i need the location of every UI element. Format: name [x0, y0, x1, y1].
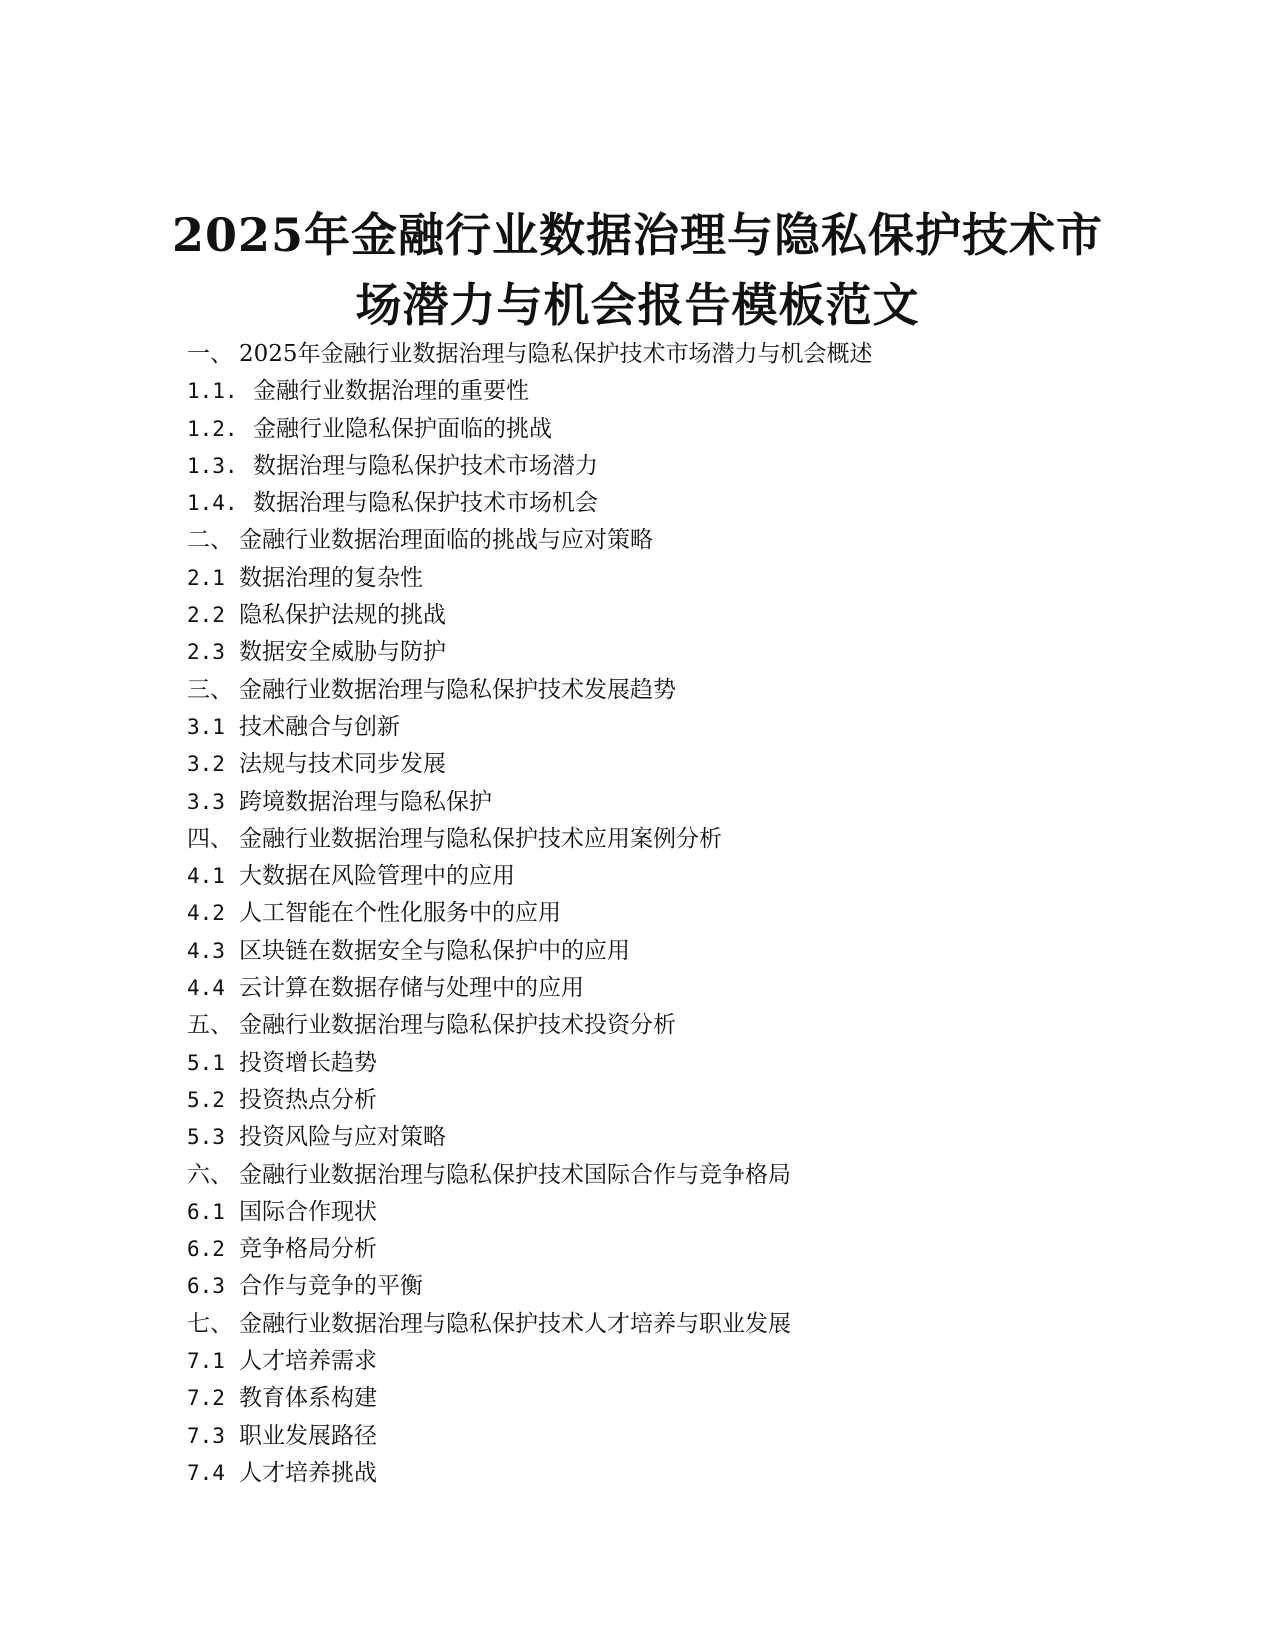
toc-entry-number: 6.1 — [187, 1199, 225, 1224]
toc-entry-text: 金融行业数据治理与隐私保护技术人才培养与职业发展 — [239, 1310, 791, 1337]
toc-entry-text: 金融行业数据治理与隐私保护技术应用案例分析 — [239, 825, 722, 852]
toc-section-entry — [187, 933, 1147, 970]
toc-entry-text: 大数据在风险管理中的应用 — [239, 863, 515, 890]
toc-entry-number: 3.2 — [187, 752, 225, 777]
toc-entry-text: 区块链在数据安全与隐私保护中的应用 — [239, 937, 630, 964]
toc-entry-text: 数据治理与隐私保护技术市场机会 — [253, 490, 598, 517]
toc-entry-number: 四、 — [187, 825, 233, 852]
toc-entry-text: 职业发展路径 — [239, 1422, 377, 1449]
toc-entry-text: 金融行业隐私保护面临的挑战 — [253, 415, 552, 442]
toc-section-entry — [187, 634, 1147, 671]
toc-entry-number: 六、 — [187, 1161, 233, 1188]
toc-entry-text: 投资风险与应对策略 — [239, 1124, 446, 1151]
toc-entry-text: 国际合作现状 — [239, 1198, 377, 1225]
table-of-contents — [187, 336, 1147, 1492]
toc-entry-text: 人才培养需求 — [239, 1348, 377, 1375]
toc-entry-number: 3.1 — [187, 714, 225, 739]
toc-section-entry — [187, 1119, 1147, 1156]
toc-entry-number: 1.2. — [187, 416, 238, 441]
toc-entry-number: 2.3 — [187, 640, 225, 665]
toc-entry-number: 2.2 — [187, 603, 225, 628]
toc-section-entry — [187, 1231, 1147, 1268]
toc-entry-text: 人工智能在个性化服务中的应用 — [239, 900, 561, 927]
toc-entry-text: 竞争格局分析 — [239, 1236, 377, 1263]
toc-section-entry — [187, 1194, 1147, 1231]
toc-entry-text: 2025年金融行业数据治理与隐私保护技术市场潜力与机会概述 — [239, 341, 873, 367]
toc-entry-number: 6.3 — [187, 1274, 225, 1299]
document-title — [150, 200, 1125, 340]
toc-entry-number: 五、 — [187, 1012, 233, 1039]
toc-entry-text: 金融行业数据治理与隐私保护技术国际合作与竞争格局 — [239, 1161, 791, 1188]
toc-entry-text: 隐私保护法规的挑战 — [239, 602, 446, 629]
toc-section-entry — [187, 1343, 1147, 1380]
toc-entry-text: 金融行业数据治理与隐私保护技术发展趋势 — [239, 676, 676, 703]
toc-entry-number: 7.3 — [187, 1423, 225, 1448]
title-line-1: 2025年金融行业数据治理与隐私保护技术市 — [171, 208, 1104, 262]
toc-entry-text: 投资增长趋势 — [239, 1049, 377, 1076]
toc-section-entry — [187, 1455, 1147, 1492]
toc-entry-number: 7.4 — [187, 1460, 225, 1485]
toc-chapter-entry — [187, 1007, 1147, 1044]
toc-chapter-entry — [187, 672, 1147, 709]
toc-entry-number: 7.2 — [187, 1386, 225, 1411]
title-line-2: 场潜力与机会报告模板范文 — [355, 278, 920, 332]
toc-entry-number: 七、 — [187, 1310, 233, 1337]
toc-section-entry — [187, 411, 1147, 448]
toc-entry-number: 5.2 — [187, 1087, 225, 1112]
toc-entry-text: 金融行业数据治理的重要性 — [253, 378, 529, 405]
toc-entry-number: 2.1 — [187, 565, 225, 590]
toc-section-entry — [187, 1268, 1147, 1305]
toc-entry-number: 三、 — [187, 676, 233, 703]
toc-section-entry — [187, 560, 1147, 597]
toc-entry-number: 4.4 — [187, 976, 225, 1001]
toc-section-entry — [187, 1380, 1147, 1417]
toc-entry-number: 3.3 — [187, 789, 225, 814]
toc-entry-text: 法规与技术同步发展 — [239, 751, 446, 778]
toc-entry-number: 1.1. — [187, 379, 238, 404]
toc-entry-text: 数据安全威胁与防护 — [239, 639, 446, 666]
toc-entry-number: 4.2 — [187, 901, 225, 926]
toc-entry-text: 云计算在数据存储与处理中的应用 — [239, 975, 584, 1002]
toc-section-entry — [187, 448, 1147, 485]
toc-entry-number: 7.1 — [187, 1349, 225, 1374]
toc-chapter-entry — [187, 522, 1147, 559]
toc-entry-text: 技术融合与创新 — [239, 713, 400, 740]
toc-section-entry — [187, 895, 1147, 932]
toc-entry-text: 跨境数据治理与隐私保护 — [239, 788, 492, 815]
toc-section-entry — [187, 746, 1147, 783]
toc-chapter-entry — [187, 821, 1147, 858]
toc-entry-text: 人才培养挑战 — [239, 1459, 377, 1486]
toc-entry-number: 一、 — [187, 341, 233, 367]
toc-entry-text: 投资热点分析 — [239, 1086, 377, 1113]
toc-chapter-entry — [187, 336, 1147, 373]
toc-section-entry — [187, 970, 1147, 1007]
toc-entry-number: 4.3 — [187, 938, 225, 963]
toc-entry-number: 6.2 — [187, 1237, 225, 1262]
toc-section-entry — [187, 1418, 1147, 1455]
toc-section-entry — [187, 1082, 1147, 1119]
toc-entry-number: 4.1 — [187, 864, 225, 889]
toc-entry-text: 金融行业数据治理面临的挑战与应对策略 — [239, 527, 653, 554]
toc-entry-text: 数据治理的复杂性 — [239, 564, 423, 591]
toc-entry-number: 5.3 — [187, 1125, 225, 1150]
toc-entry-number: 二、 — [187, 527, 233, 554]
toc-entry-number: 1.4. — [187, 491, 238, 516]
toc-entry-number: 5.1 — [187, 1050, 225, 1075]
toc-chapter-entry — [187, 1306, 1147, 1343]
toc-entry-text: 合作与竞争的平衡 — [239, 1273, 423, 1300]
toc-entry-number: 1.3. — [187, 453, 238, 478]
toc-section-entry — [187, 858, 1147, 895]
toc-entry-text: 数据治理与隐私保护技术市场潜力 — [253, 452, 598, 479]
toc-section-entry — [187, 1045, 1147, 1082]
toc-section-entry — [187, 597, 1147, 634]
toc-entry-text: 金融行业数据治理与隐私保护技术投资分析 — [239, 1012, 676, 1039]
toc-section-entry — [187, 485, 1147, 522]
toc-chapter-entry — [187, 1157, 1147, 1194]
toc-section-entry — [187, 373, 1147, 410]
toc-section-entry — [187, 709, 1147, 746]
toc-entry-text: 教育体系构建 — [239, 1385, 377, 1412]
toc-section-entry — [187, 784, 1147, 821]
